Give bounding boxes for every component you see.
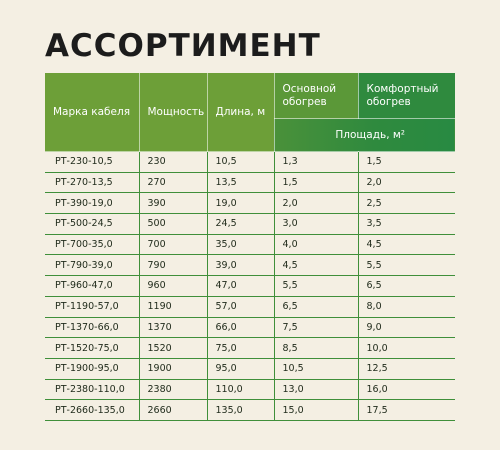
cell-length: 39,0 xyxy=(207,255,274,276)
cell-main-heating-area: 7,5 xyxy=(274,317,358,338)
table-row xyxy=(45,234,455,255)
cell-length: 10,5 xyxy=(207,152,274,173)
cell-length: 57,0 xyxy=(207,296,274,317)
header-area: Площадь, м² xyxy=(274,119,455,152)
cell-main-heating-area: 4,5 xyxy=(274,255,358,276)
cell-cable-brand: РТ-270-13,5 xyxy=(45,172,139,193)
table-row xyxy=(45,338,455,359)
cell-main-heating-area: 10,5 xyxy=(274,358,358,379)
cell-comfort-heating-area: 1,5 xyxy=(358,152,455,173)
cell-comfort-heating-area: 4,5 xyxy=(358,234,455,255)
cell-main-heating-area: 15,0 xyxy=(274,400,358,421)
cell-power: 390 xyxy=(139,193,207,214)
cell-power: 700 xyxy=(139,234,207,255)
cell-power: 790 xyxy=(139,255,207,276)
cell-cable-brand: РТ-700-35,0 xyxy=(45,234,139,255)
cell-length: 24,5 xyxy=(207,214,274,235)
cell-main-heating-area: 1,3 xyxy=(274,152,358,173)
cell-main-heating-area: 2,0 xyxy=(274,193,358,214)
cell-cable-brand: РТ-1520-75,0 xyxy=(45,338,139,359)
cell-power: 1900 xyxy=(139,358,207,379)
cell-length: 75,0 xyxy=(207,338,274,359)
table-row xyxy=(45,379,455,400)
cell-cable-brand: РТ-500-24,5 xyxy=(45,214,139,235)
cell-power: 230 xyxy=(139,152,207,173)
cell-power: 960 xyxy=(139,276,207,297)
header-length: Длина, м xyxy=(207,73,274,152)
table-row xyxy=(45,317,455,338)
cell-power: 500 xyxy=(139,214,207,235)
cell-main-heating-area: 1,5 xyxy=(274,172,358,193)
cell-main-heating-area: 3,0 xyxy=(274,214,358,235)
cell-length: 135,0 xyxy=(207,400,274,421)
page-title: АССОРТИМЕНТ xyxy=(45,28,321,64)
cell-length: 35,0 xyxy=(207,234,274,255)
cell-comfort-heating-area: 2,5 xyxy=(358,193,455,214)
cell-comfort-heating-area: 8,0 xyxy=(358,296,455,317)
cell-comfort-heating-area: 3,5 xyxy=(358,214,455,235)
table-row xyxy=(45,358,455,379)
cell-main-heating-area: 4,0 xyxy=(274,234,358,255)
assortment-table xyxy=(45,73,455,421)
header-main-heating: Основной обогрев xyxy=(274,73,358,119)
cell-cable-brand: РТ-1900-95,0 xyxy=(45,358,139,379)
cell-comfort-heating-area: 2,0 xyxy=(358,172,455,193)
cell-main-heating-area: 8,5 xyxy=(274,338,358,359)
cell-cable-brand: РТ-960-47,0 xyxy=(45,276,139,297)
cell-power: 2380 xyxy=(139,379,207,400)
cell-cable-brand: РТ-230-10,5 xyxy=(45,152,139,173)
cell-main-heating-area: 6,5 xyxy=(274,296,358,317)
table-row xyxy=(45,255,455,276)
cell-length: 110,0 xyxy=(207,379,274,400)
cell-cable-brand: РТ-2660-135,0 xyxy=(45,400,139,421)
cell-cable-brand: РТ-2380-110,0 xyxy=(45,379,139,400)
cell-length: 13,5 xyxy=(207,172,274,193)
cell-power: 1370 xyxy=(139,317,207,338)
cell-comfort-heating-area: 5,5 xyxy=(358,255,455,276)
table-body xyxy=(45,152,455,421)
table-row xyxy=(45,296,455,317)
cell-length: 47,0 xyxy=(207,276,274,297)
header-cable-brand: Марка кабеля xyxy=(45,73,139,152)
table-row xyxy=(45,276,455,297)
table-row xyxy=(45,400,455,421)
table-row xyxy=(45,152,455,173)
cell-comfort-heating-area: 10,0 xyxy=(358,338,455,359)
cell-main-heating-area: 13,0 xyxy=(274,379,358,400)
cell-cable-brand: РТ-390-19,0 xyxy=(45,193,139,214)
cell-power: 2660 xyxy=(139,400,207,421)
cell-comfort-heating-area: 16,0 xyxy=(358,379,455,400)
cell-comfort-heating-area: 9,0 xyxy=(358,317,455,338)
cell-cable-brand: РТ-790-39,0 xyxy=(45,255,139,276)
cell-cable-brand: РТ-1190-57,0 xyxy=(45,296,139,317)
header-comfort-heating: Комфортный обогрев xyxy=(358,73,455,119)
cell-power: 270 xyxy=(139,172,207,193)
table-row xyxy=(45,193,455,214)
cell-length: 19,0 xyxy=(207,193,274,214)
table-row xyxy=(45,172,455,193)
table-header-row xyxy=(45,73,455,119)
cell-comfort-heating-area: 12,5 xyxy=(358,358,455,379)
cell-cable-brand: РТ-1370-66,0 xyxy=(45,317,139,338)
cell-comfort-heating-area: 17,5 xyxy=(358,400,455,421)
cell-power: 1520 xyxy=(139,338,207,359)
header-power: Мощность xyxy=(139,73,207,152)
cell-length: 95,0 xyxy=(207,358,274,379)
cell-power: 1190 xyxy=(139,296,207,317)
cell-comfort-heating-area: 6,5 xyxy=(358,276,455,297)
cell-main-heating-area: 5,5 xyxy=(274,276,358,297)
cell-length: 66,0 xyxy=(207,317,274,338)
table-row xyxy=(45,214,455,235)
